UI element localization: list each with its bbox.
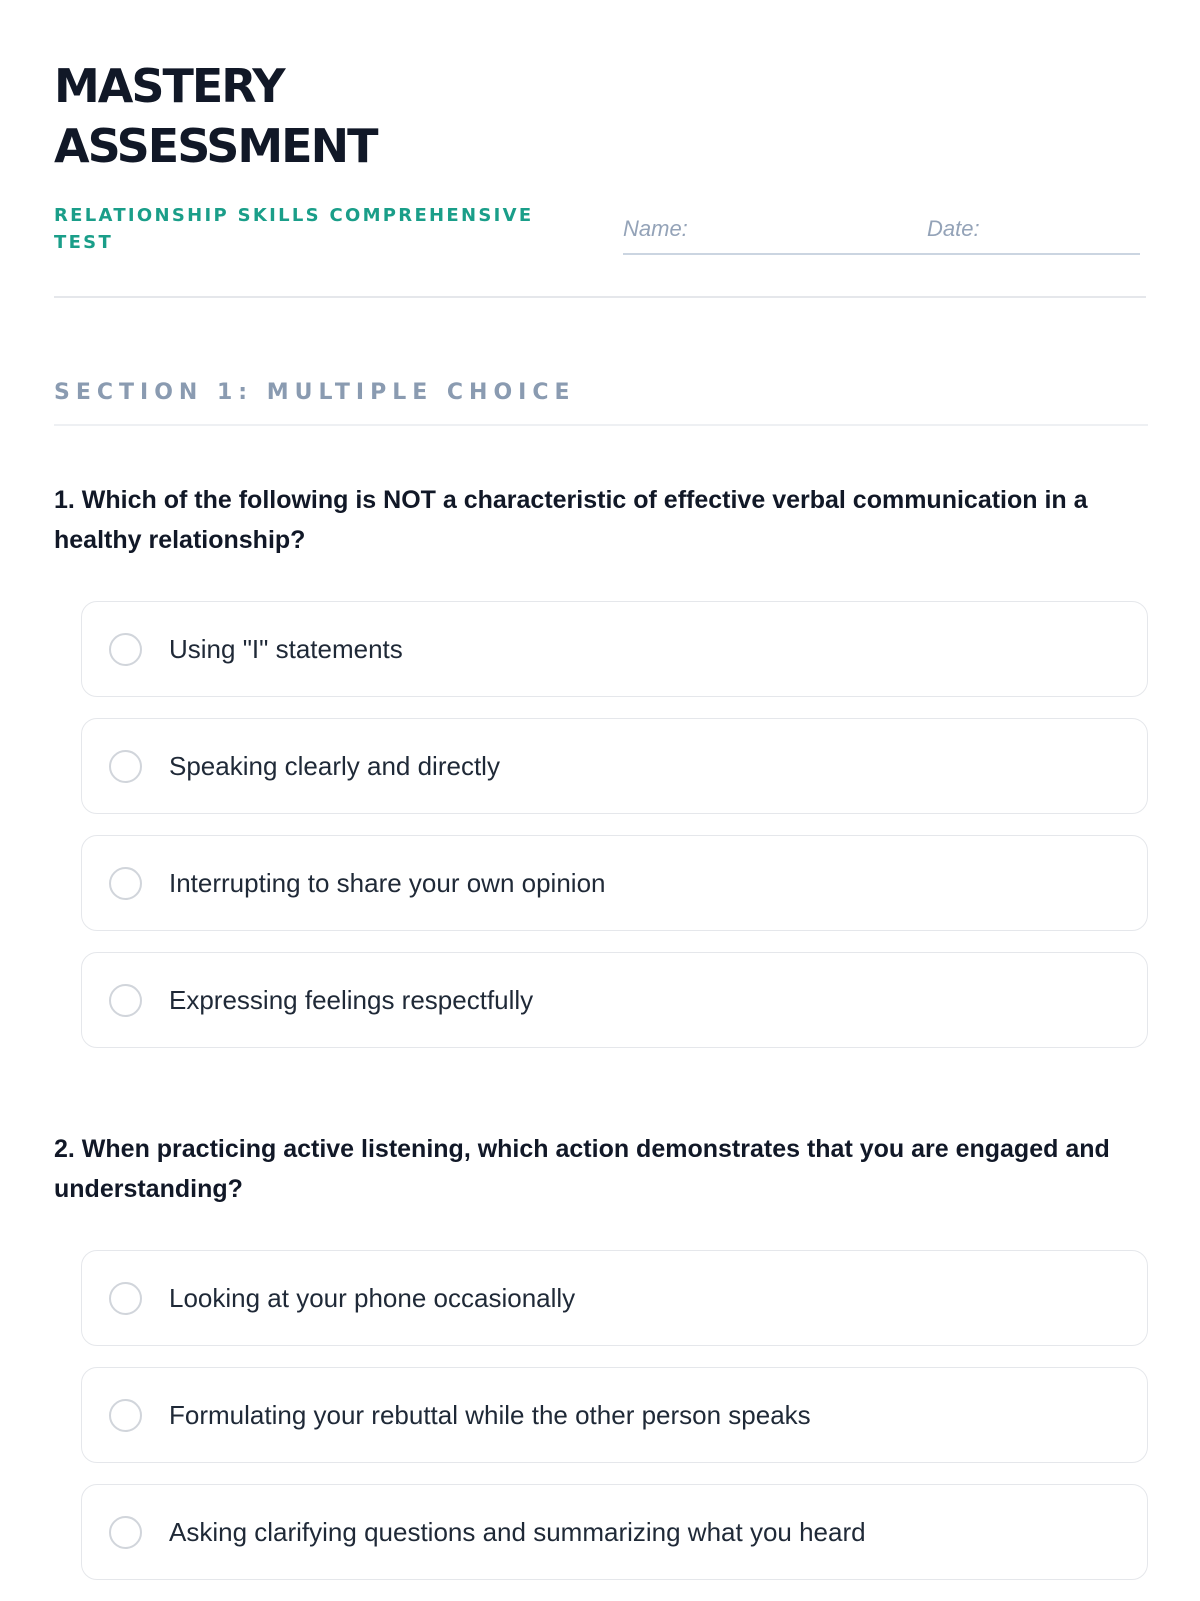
page-title <box>54 56 554 176</box>
answer-option[interactable] <box>81 601 1148 697</box>
answer-option[interactable] <box>81 1367 1148 1463</box>
question-text: 1. Which of the following is NOT a characteristic of effective verbal communication in a healthy relationship? <box>54 486 1088 554</box>
section-heading: SECTION 1: MULTIPLE CHOICE <box>54 380 1148 426</box>
answer-label: Using "I" statements <box>169 633 403 664</box>
answer-option[interactable] <box>81 1484 1148 1580</box>
page-subtitle: RELATIONSHIP SKILLS COMPREHENSIVE TEST <box>54 205 534 253</box>
question-2 <box>54 1129 1148 1547</box>
answer-option[interactable] <box>81 718 1148 814</box>
answer-label: Looking at your phone occasionally <box>169 1282 576 1313</box>
radio-button[interactable] <box>109 867 142 900</box>
answer-label: Asking clarifying questions and summarizing what you heard <box>169 1516 866 1547</box>
page-header <box>54 0 1146 298</box>
radio-button[interactable] <box>109 750 142 783</box>
name-field-label[interactable]: Name: <box>623 216 688 241</box>
answer-label: Formulating your rebuttal while the other person speaks <box>169 1399 811 1430</box>
answer-label: Speaking clearly and directly <box>169 750 500 781</box>
radio-button[interactable] <box>109 1516 142 1549</box>
radio-button[interactable] <box>109 1282 142 1315</box>
answer-label: Expressing feelings respectfully <box>169 984 534 1015</box>
question-1 <box>54 480 1148 1015</box>
answer-options <box>81 601 1148 1069</box>
answer-options <box>81 1250 1148 1601</box>
answer-option[interactable] <box>81 952 1148 1048</box>
name-date-fields[interactable] <box>623 212 1140 255</box>
title-line-1: MASTERY <box>54 59 284 113</box>
question-text: 2. When practicing active listening, which action demonstrates that you are engaged and understanding? <box>54 1135 1110 1203</box>
radio-button[interactable] <box>109 1399 142 1432</box>
radio-button[interactable] <box>109 633 142 666</box>
answer-option[interactable] <box>81 835 1148 931</box>
answer-label: Interrupting to share your own opinion <box>169 867 606 898</box>
radio-button[interactable] <box>109 984 142 1017</box>
answer-option[interactable] <box>81 1250 1148 1346</box>
title-line-2: ASSESSMENT <box>54 119 377 173</box>
date-field-label[interactable]: Date: <box>927 216 980 241</box>
